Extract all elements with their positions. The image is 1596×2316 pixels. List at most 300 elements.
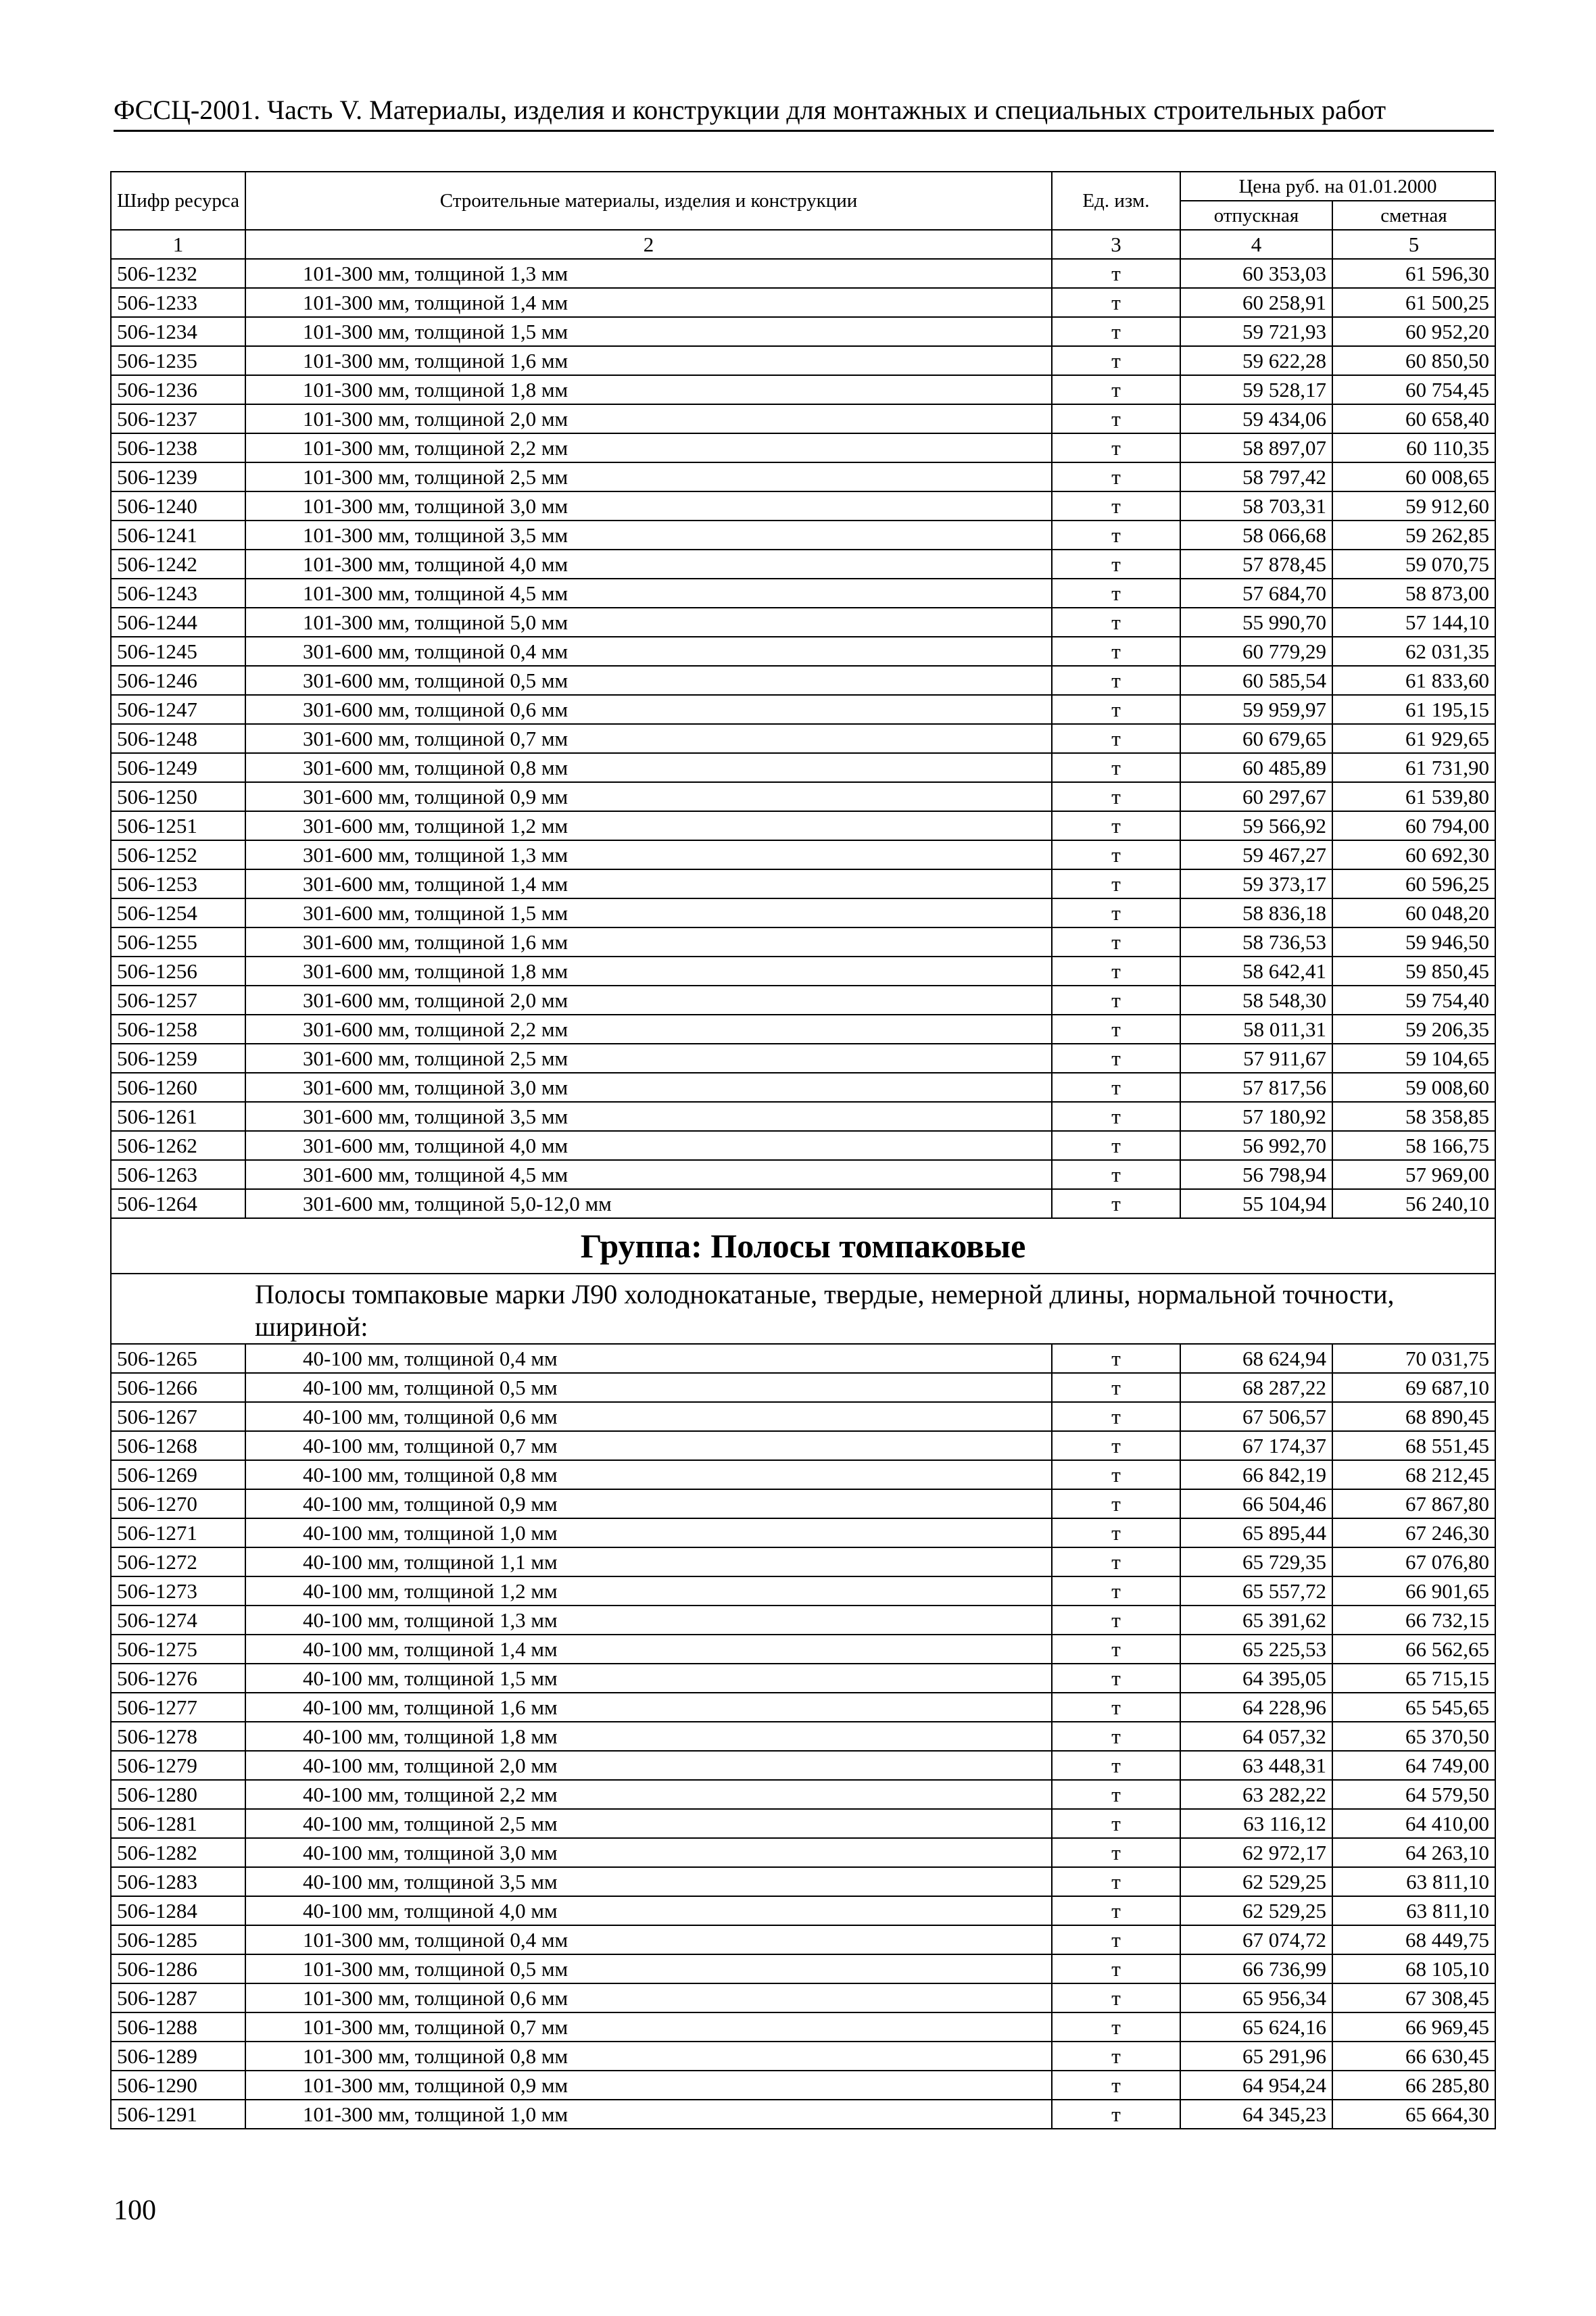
cell-name: 301-600 мм, толщиной 0,5 мм (245, 666, 1052, 695)
cell-unit: т (1052, 1925, 1180, 1954)
cell-price-release: 60 297,67 (1180, 782, 1332, 811)
cell-name: 301-600 мм, толщиной 0,9 мм (245, 782, 1052, 811)
cell-price-release: 62 529,25 (1180, 1896, 1332, 1925)
cell-name: 301-600 мм, толщиной 1,6 мм (245, 927, 1052, 957)
cell-unit: т (1052, 1015, 1180, 1044)
cell-price-estimate: 68 551,45 (1332, 1431, 1495, 1460)
cell-unit: т (1052, 1102, 1180, 1131)
cell-name: 101-300 мм, толщиной 0,9 мм (245, 2071, 1052, 2100)
cell-price-estimate: 61 596,30 (1332, 259, 1495, 288)
cell-price-release: 60 779,29 (1180, 637, 1332, 666)
cell-price-estimate: 57 969,00 (1332, 1160, 1495, 1189)
cell-price-release: 56 992,70 (1180, 1131, 1332, 1160)
cell-price-release: 67 506,57 (1180, 1402, 1332, 1431)
cell-price-estimate: 60 658,40 (1332, 404, 1495, 433)
cell-code: 506-1247 (111, 695, 245, 724)
column-number: 2 (245, 230, 1052, 259)
cell-code: 506-1271 (111, 1518, 245, 1547)
table-row (111, 1344, 1495, 1373)
column-number-row (111, 230, 1495, 259)
cell-code: 506-1261 (111, 1102, 245, 1131)
cell-price-release: 65 895,44 (1180, 1518, 1332, 1547)
cell-price-estimate: 59 850,45 (1332, 957, 1495, 986)
cell-code: 506-1257 (111, 986, 245, 1015)
cell-name: 40-100 мм, толщиной 1,3 мм (245, 1606, 1052, 1635)
cell-unit: т (1052, 840, 1180, 869)
cell-code: 506-1249 (111, 753, 245, 782)
group-section (111, 1218, 1495, 1344)
cell-price-release: 66 504,46 (1180, 1489, 1332, 1518)
table-row (111, 2042, 1495, 2071)
cell-price-estimate: 67 867,80 (1332, 1489, 1495, 1518)
cell-name: 40-100 мм, толщиной 4,0 мм (245, 1896, 1052, 1925)
cell-price-release: 58 548,30 (1180, 986, 1332, 1015)
table-row (111, 1867, 1495, 1896)
table-row (111, 927, 1495, 957)
cell-price-estimate: 66 562,65 (1332, 1635, 1495, 1664)
cell-unit: т (1052, 579, 1180, 608)
cell-unit: т (1052, 1896, 1180, 1925)
cell-price-estimate: 60 048,20 (1332, 898, 1495, 927)
cell-price-release: 60 258,91 (1180, 288, 1332, 317)
cell-name: 301-600 мм, толщиной 0,4 мм (245, 637, 1052, 666)
cell-unit: т (1052, 1751, 1180, 1780)
cell-unit: т (1052, 2071, 1180, 2100)
cell-price-release: 63 448,31 (1180, 1751, 1332, 1780)
table-row (111, 1131, 1495, 1160)
cell-price-estimate: 56 240,10 (1332, 1189, 1495, 1218)
cell-price-estimate: 60 754,45 (1332, 375, 1495, 404)
cell-unit: т (1052, 1693, 1180, 1722)
cell-unit: т (1052, 869, 1180, 898)
table-row (111, 1896, 1495, 1925)
table-body-part2 (111, 1344, 1495, 2129)
cell-unit: т (1052, 1780, 1180, 1809)
cell-unit: т (1052, 317, 1180, 346)
cell-price-estimate: 62 031,35 (1332, 637, 1495, 666)
cell-unit: т (1052, 1722, 1180, 1751)
cell-price-estimate: 69 687,10 (1332, 1373, 1495, 1402)
cell-name: 301-600 мм, толщиной 4,5 мм (245, 1160, 1052, 1189)
cell-price-estimate: 60 596,25 (1332, 869, 1495, 898)
cell-code: 506-1239 (111, 462, 245, 491)
cell-price-estimate: 63 811,10 (1332, 1896, 1495, 1925)
cell-unit: т (1052, 1635, 1180, 1664)
cell-price-estimate: 68 105,10 (1332, 1954, 1495, 1983)
table-row (111, 957, 1495, 986)
cell-code: 506-1288 (111, 2012, 245, 2042)
cell-price-estimate: 65 715,15 (1332, 1664, 1495, 1693)
cell-code: 506-1252 (111, 840, 245, 869)
cell-price-release: 56 798,94 (1180, 1160, 1332, 1189)
cell-unit: т (1052, 724, 1180, 753)
cell-name: 101-300 мм, толщиной 5,0 мм (245, 608, 1052, 637)
cell-price-release: 57 817,56 (1180, 1073, 1332, 1102)
cell-code: 506-1281 (111, 1809, 245, 1838)
cell-unit: т (1052, 288, 1180, 317)
cell-code: 506-1251 (111, 811, 245, 840)
cell-name: 101-300 мм, толщиной 1,0 мм (245, 2100, 1052, 2129)
cell-unit: т (1052, 2012, 1180, 2042)
table-row (111, 782, 1495, 811)
cell-code: 506-1236 (111, 375, 245, 404)
cell-unit: т (1052, 666, 1180, 695)
cell-unit: т (1052, 2042, 1180, 2071)
cell-price-release: 65 624,16 (1180, 2012, 1332, 2042)
cell-price-estimate: 61 539,80 (1332, 782, 1495, 811)
table-row (111, 869, 1495, 898)
cell-name: 301-600 мм, толщиной 1,8 мм (245, 957, 1052, 986)
cell-price-release: 59 566,92 (1180, 811, 1332, 840)
header-unit: Ед. изм. (1052, 172, 1180, 230)
cell-price-release: 65 956,34 (1180, 1983, 1332, 2012)
table-row (111, 1518, 1495, 1547)
cell-price-release: 63 282,22 (1180, 1780, 1332, 1809)
column-number: 4 (1180, 230, 1332, 259)
cell-name: 101-300 мм, толщиной 0,7 мм (245, 2012, 1052, 2042)
cell-unit: т (1052, 1131, 1180, 1160)
cell-code: 506-1244 (111, 608, 245, 637)
cell-price-estimate: 68 212,45 (1332, 1460, 1495, 1489)
cell-price-release: 62 529,25 (1180, 1867, 1332, 1896)
price-table (110, 171, 1496, 2129)
cell-unit: т (1052, 1489, 1180, 1518)
table-row (111, 1576, 1495, 1606)
cell-code: 506-1270 (111, 1489, 245, 1518)
cell-name: 101-300 мм, толщиной 1,8 мм (245, 375, 1052, 404)
cell-code: 506-1243 (111, 579, 245, 608)
cell-price-release: 57 911,67 (1180, 1044, 1332, 1073)
cell-unit: т (1052, 957, 1180, 986)
cell-name: 301-600 мм, толщиной 2,2 мм (245, 1015, 1052, 1044)
cell-price-estimate: 66 285,80 (1332, 2071, 1495, 2100)
cell-name: 40-100 мм, толщиной 1,1 мм (245, 1547, 1052, 1576)
cell-price-release: 59 528,17 (1180, 375, 1332, 404)
cell-unit: т (1052, 1664, 1180, 1693)
cell-unit: т (1052, 375, 1180, 404)
cell-code: 506-1264 (111, 1189, 245, 1218)
cell-code: 506-1234 (111, 317, 245, 346)
cell-price-release: 65 291,96 (1180, 2042, 1332, 2071)
cell-code: 506-1275 (111, 1635, 245, 1664)
table-row (111, 1606, 1495, 1635)
cell-unit: т (1052, 1344, 1180, 1373)
cell-price-estimate: 61 833,60 (1332, 666, 1495, 695)
cell-price-estimate: 60 952,20 (1332, 317, 1495, 346)
cell-price-release: 58 897,07 (1180, 433, 1332, 462)
cell-price-release: 66 736,99 (1180, 1954, 1332, 1983)
cell-name: 40-100 мм, толщиной 2,5 мм (245, 1809, 1052, 1838)
column-number: 5 (1332, 230, 1495, 259)
table-row (111, 1722, 1495, 1751)
cell-name: 101-300 мм, толщиной 4,0 мм (245, 550, 1052, 579)
cell-price-estimate: 64 749,00 (1332, 1751, 1495, 1780)
cell-unit: т (1052, 1189, 1180, 1218)
cell-price-estimate: 58 358,85 (1332, 1102, 1495, 1131)
cell-unit: т (1052, 1160, 1180, 1189)
cell-unit: т (1052, 753, 1180, 782)
cell-unit: т (1052, 491, 1180, 521)
table-row (111, 1015, 1495, 1044)
cell-unit: т (1052, 550, 1180, 579)
table-row (111, 1102, 1495, 1131)
table-row (111, 317, 1495, 346)
cell-code: 506-1291 (111, 2100, 245, 2129)
cell-price-release: 60 485,89 (1180, 753, 1332, 782)
cell-code: 506-1237 (111, 404, 245, 433)
cell-price-estimate: 61 929,65 (1332, 724, 1495, 753)
header-name: Строительные материалы, изделия и конструкции (245, 172, 1052, 230)
cell-name: 301-600 мм, толщиной 5,0-12,0 мм (245, 1189, 1052, 1218)
cell-code: 506-1256 (111, 957, 245, 986)
cell-price-release: 60 585,54 (1180, 666, 1332, 695)
cell-price-estimate: 66 732,15 (1332, 1606, 1495, 1635)
cell-price-estimate: 65 370,50 (1332, 1722, 1495, 1751)
table-row (111, 1983, 1495, 2012)
cell-price-release: 63 116,12 (1180, 1809, 1332, 1838)
cell-price-estimate: 68 890,45 (1332, 1402, 1495, 1431)
cell-price-estimate: 57 144,10 (1332, 608, 1495, 637)
cell-unit: т (1052, 1547, 1180, 1576)
cell-name: 301-600 мм, толщиной 2,0 мм (245, 986, 1052, 1015)
table-row (111, 666, 1495, 695)
cell-code: 506-1258 (111, 1015, 245, 1044)
cell-unit: т (1052, 1073, 1180, 1102)
cell-price-release: 67 174,37 (1180, 1431, 1332, 1460)
cell-unit: т (1052, 1809, 1180, 1838)
cell-unit: т (1052, 1867, 1180, 1896)
cell-code: 506-1260 (111, 1073, 245, 1102)
cell-price-release: 58 642,41 (1180, 957, 1332, 986)
cell-code: 506-1274 (111, 1606, 245, 1635)
cell-price-release: 64 057,32 (1180, 1722, 1332, 1751)
cell-code: 506-1273 (111, 1576, 245, 1606)
cell-price-estimate: 61 731,90 (1332, 753, 1495, 782)
cell-price-release: 68 624,94 (1180, 1344, 1332, 1373)
cell-price-estimate: 63 811,10 (1332, 1867, 1495, 1896)
cell-price-estimate: 61 195,15 (1332, 695, 1495, 724)
cell-name: 101-300 мм, толщиной 0,4 мм (245, 1925, 1052, 1954)
cell-code: 506-1268 (111, 1431, 245, 1460)
cell-price-release: 55 104,94 (1180, 1189, 1332, 1218)
cell-price-estimate: 60 794,00 (1332, 811, 1495, 840)
table-row (111, 1635, 1495, 1664)
cell-price-estimate: 58 166,75 (1332, 1131, 1495, 1160)
cell-name: 40-100 мм, толщиной 3,5 мм (245, 1867, 1052, 1896)
table-body-part1 (111, 259, 1495, 1218)
cell-name: 101-300 мм, толщиной 3,0 мм (245, 491, 1052, 521)
cell-unit: т (1052, 1402, 1180, 1431)
table-row (111, 491, 1495, 521)
cell-unit: т (1052, 1460, 1180, 1489)
cell-price-estimate: 61 500,25 (1332, 288, 1495, 317)
table-row (111, 1160, 1495, 1189)
cell-price-release: 64 954,24 (1180, 2071, 1332, 2100)
cell-code: 506-1277 (111, 1693, 245, 1722)
cell-code: 506-1242 (111, 550, 245, 579)
cell-price-estimate: 60 850,50 (1332, 346, 1495, 375)
cell-code: 506-1285 (111, 1925, 245, 1954)
cell-code: 506-1255 (111, 927, 245, 957)
cell-price-release: 59 622,28 (1180, 346, 1332, 375)
table-row (111, 1073, 1495, 1102)
cell-price-release: 67 074,72 (1180, 1925, 1332, 1954)
cell-code: 506-1280 (111, 1780, 245, 1809)
cell-name: 101-300 мм, толщиной 1,3 мм (245, 259, 1052, 288)
cell-name: 40-100 мм, толщиной 0,6 мм (245, 1402, 1052, 1431)
cell-name: 101-300 мм, толщиной 1,5 мм (245, 317, 1052, 346)
cell-price-release: 58 736,53 (1180, 927, 1332, 957)
cell-code: 506-1254 (111, 898, 245, 927)
cell-price-release: 57 684,70 (1180, 579, 1332, 608)
cell-name: 301-600 мм, толщиной 1,2 мм (245, 811, 1052, 840)
group-description-row (111, 1274, 1495, 1344)
table-row (111, 1838, 1495, 1867)
cell-price-estimate: 64 579,50 (1332, 1780, 1495, 1809)
cell-unit: т (1052, 1373, 1180, 1402)
cell-price-release: 58 011,31 (1180, 1015, 1332, 1044)
cell-code: 506-1253 (111, 869, 245, 898)
cell-unit: т (1052, 986, 1180, 1015)
cell-code: 506-1290 (111, 2071, 245, 2100)
table-row (111, 2012, 1495, 2042)
cell-code: 506-1287 (111, 1983, 245, 2012)
cell-price-estimate: 64 410,00 (1332, 1809, 1495, 1838)
cell-price-estimate: 59 912,60 (1332, 491, 1495, 521)
cell-unit: т (1052, 1518, 1180, 1547)
table-row (111, 2100, 1495, 2129)
cell-unit: т (1052, 1606, 1180, 1635)
cell-unit: т (1052, 695, 1180, 724)
cell-price-estimate: 59 070,75 (1332, 550, 1495, 579)
cell-price-release: 60 353,03 (1180, 259, 1332, 288)
table-row (111, 695, 1495, 724)
cell-unit: т (1052, 433, 1180, 462)
cell-price-estimate: 60 008,65 (1332, 462, 1495, 491)
table-header-row (111, 172, 1495, 201)
cell-name: 40-100 мм, толщиной 1,4 мм (245, 1635, 1052, 1664)
cell-name: 301-600 мм, толщиной 0,6 мм (245, 695, 1052, 724)
table-row (111, 1693, 1495, 1722)
cell-unit: т (1052, 1983, 1180, 2012)
column-number: 1 (111, 230, 245, 259)
running-head: ФССЦ-2001. Часть V. Материалы, изделия и конструкции для монтажных и специальных строительных работ (114, 95, 1386, 125)
cell-price-estimate: 58 873,00 (1332, 579, 1495, 608)
cell-code: 506-1263 (111, 1160, 245, 1189)
cell-name: 301-600 мм, толщиной 3,0 мм (245, 1073, 1052, 1102)
cell-name: 101-300 мм, толщиной 3,5 мм (245, 521, 1052, 550)
cell-name: 40-100 мм, толщиной 0,8 мм (245, 1460, 1052, 1489)
cell-price-estimate: 59 754,40 (1332, 986, 1495, 1015)
cell-name: 101-300 мм, толщиной 2,5 мм (245, 462, 1052, 491)
cell-code: 506-1248 (111, 724, 245, 753)
cell-price-release: 59 467,27 (1180, 840, 1332, 869)
header-rule (114, 130, 1494, 132)
cell-code: 506-1272 (111, 1547, 245, 1576)
cell-unit: т (1052, 811, 1180, 840)
cell-price-release: 62 972,17 (1180, 1838, 1332, 1867)
cell-price-estimate: 59 946,50 (1332, 927, 1495, 957)
header-price-release: отпускная (1180, 201, 1332, 230)
cell-price-release: 65 391,62 (1180, 1606, 1332, 1635)
cell-code: 506-1282 (111, 1838, 245, 1867)
cell-code: 506-1278 (111, 1722, 245, 1751)
cell-unit: т (1052, 898, 1180, 927)
table-row (111, 1925, 1495, 1954)
cell-unit: т (1052, 927, 1180, 957)
table-row (111, 2071, 1495, 2100)
column-number: 3 (1052, 230, 1180, 259)
cell-price-estimate: 65 664,30 (1332, 2100, 1495, 2129)
cell-name: 40-100 мм, толщиной 1,6 мм (245, 1693, 1052, 1722)
cell-unit: т (1052, 259, 1180, 288)
cell-unit: т (1052, 2100, 1180, 2129)
table-row (111, 1664, 1495, 1693)
cell-name: 101-300 мм, толщиной 4,5 мм (245, 579, 1052, 608)
cell-price-release: 58 836,18 (1180, 898, 1332, 927)
cell-price-estimate: 66 630,45 (1332, 2042, 1495, 2071)
cell-price-release: 64 345,23 (1180, 2100, 1332, 2129)
cell-price-release: 60 679,65 (1180, 724, 1332, 753)
table-row (111, 579, 1495, 608)
cell-code: 506-1262 (111, 1131, 245, 1160)
table-row (111, 811, 1495, 840)
cell-price-release: 59 721,93 (1180, 317, 1332, 346)
cell-unit: т (1052, 521, 1180, 550)
table-row (111, 1809, 1495, 1838)
table-row (111, 1044, 1495, 1073)
cell-price-release: 64 228,96 (1180, 1693, 1332, 1722)
cell-code: 506-1246 (111, 666, 245, 695)
table-row (111, 986, 1495, 1015)
table-row (111, 1780, 1495, 1809)
cell-code: 506-1267 (111, 1402, 245, 1431)
table-row (111, 1431, 1495, 1460)
cell-name: 101-300 мм, толщиной 0,5 мм (245, 1954, 1052, 1983)
cell-code: 506-1238 (111, 433, 245, 462)
cell-name: 301-600 мм, толщиной 2,5 мм (245, 1044, 1052, 1073)
table-row (111, 259, 1495, 288)
cell-unit: т (1052, 637, 1180, 666)
cell-name: 40-100 мм, толщиной 1,5 мм (245, 1664, 1052, 1693)
cell-price-release: 59 373,17 (1180, 869, 1332, 898)
table-row (111, 288, 1495, 317)
table-row (111, 521, 1495, 550)
cell-name: 101-300 мм, толщиной 2,0 мм (245, 404, 1052, 433)
table-row (111, 724, 1495, 753)
cell-code: 506-1266 (111, 1373, 245, 1402)
cell-code: 506-1279 (111, 1751, 245, 1780)
cell-price-estimate: 70 031,75 (1332, 1344, 1495, 1373)
cell-name: 101-300 мм, толщиной 1,4 мм (245, 288, 1052, 317)
cell-code: 506-1289 (111, 2042, 245, 2071)
cell-price-estimate: 67 246,30 (1332, 1518, 1495, 1547)
cell-name: 301-600 мм, толщиной 1,4 мм (245, 869, 1052, 898)
table-row (111, 550, 1495, 579)
group-title: Группа: Полосы томпаковые (111, 1218, 1495, 1274)
cell-price-estimate: 67 308,45 (1332, 1983, 1495, 2012)
cell-price-release: 57 878,45 (1180, 550, 1332, 579)
table-row (111, 840, 1495, 869)
cell-code: 506-1269 (111, 1460, 245, 1489)
cell-code: 506-1235 (111, 346, 245, 375)
cell-code: 506-1265 (111, 1344, 245, 1373)
table-row (111, 346, 1495, 375)
cell-code: 506-1232 (111, 259, 245, 288)
cell-price-estimate: 59 206,35 (1332, 1015, 1495, 1044)
table-row (111, 462, 1495, 491)
cell-code: 506-1240 (111, 491, 245, 521)
